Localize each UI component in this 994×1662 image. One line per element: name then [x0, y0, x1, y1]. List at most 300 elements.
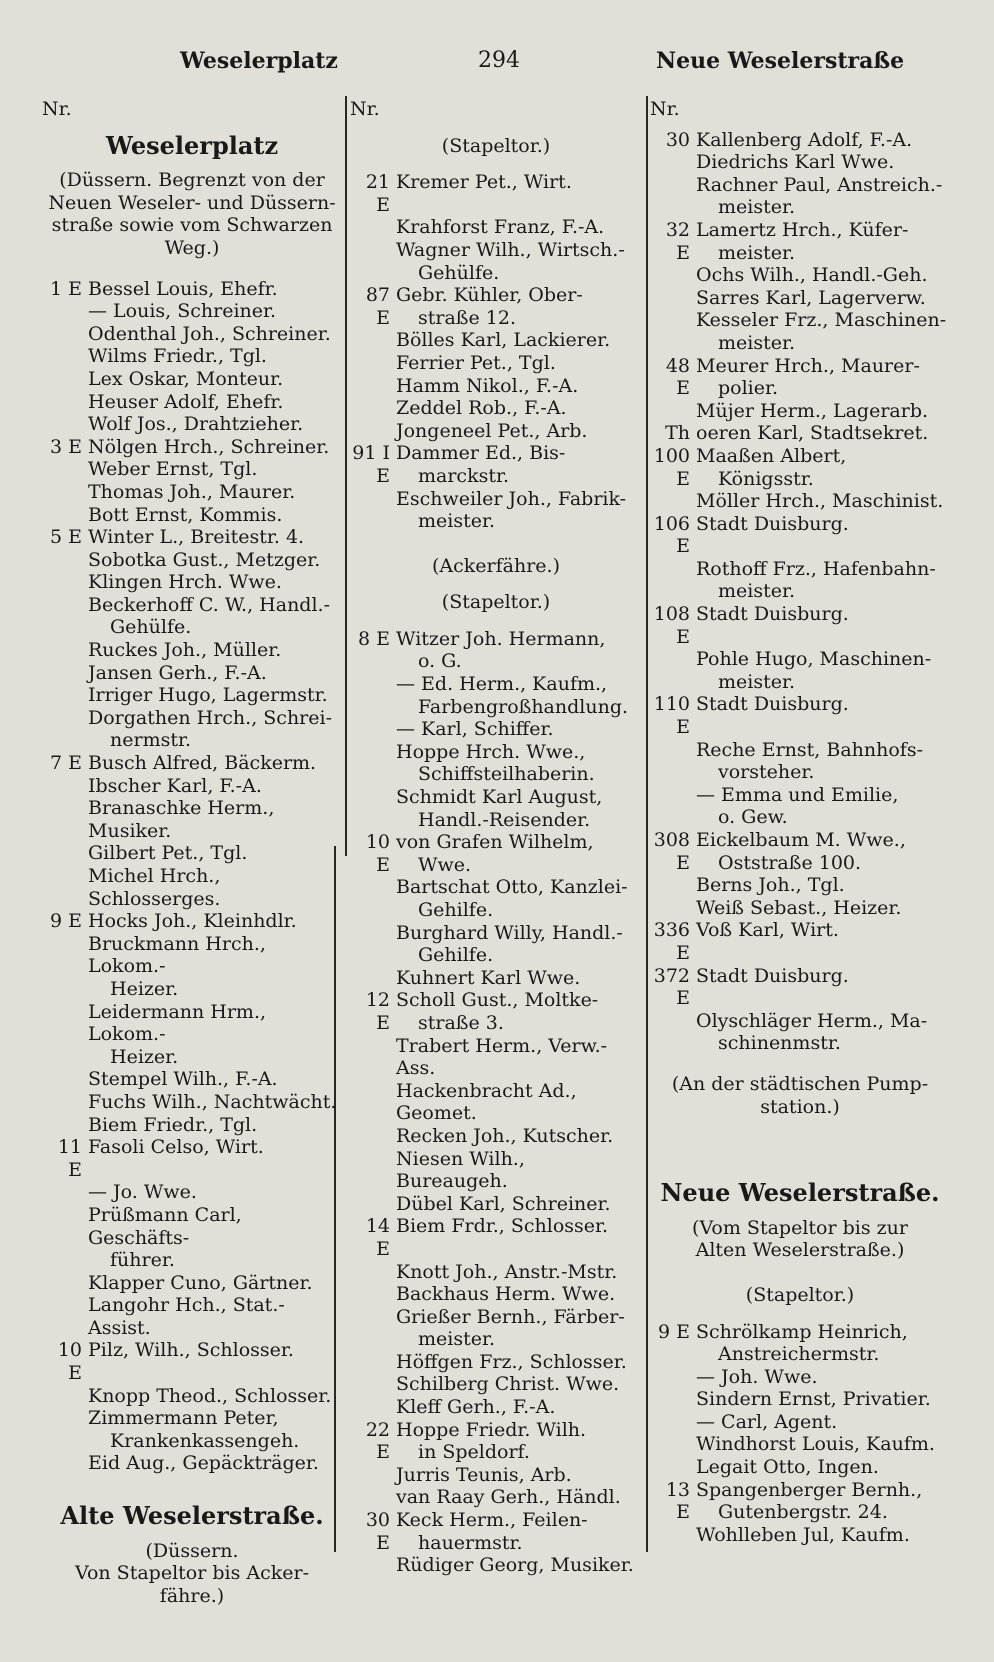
entry-text-block — [696, 287, 950, 310]
house-number — [650, 264, 696, 287]
resident-name: Müjer Herm., Lagerarb. — [696, 399, 929, 422]
resident-name: Dorgathen Hrch., Schrei- — [88, 706, 333, 729]
resident-name: Berns Joh., Tgl. — [696, 874, 845, 897]
directory-entry — [650, 490, 950, 513]
resident-name: Keck Herm., Feilen- — [396, 1509, 588, 1532]
entry-continuation: Wwe. — [418, 853, 472, 876]
directory-entry — [650, 513, 950, 558]
directory-entry — [650, 1366, 950, 1389]
entry-continuation: Schiffsteilhaberin. — [418, 763, 595, 786]
resident-name: Kleff Gerh., F.-A. — [396, 1396, 556, 1419]
entry-text-block — [88, 1204, 342, 1272]
entry-text-block — [396, 786, 642, 831]
entry-continuation: Heizer. — [110, 977, 179, 1000]
house-number — [42, 865, 88, 910]
directory-entry — [42, 1452, 342, 1475]
resident-name: Stadt Duisburg. — [696, 964, 849, 987]
house-number — [42, 1181, 88, 1204]
house-number — [42, 594, 88, 639]
resident-name: Nölgen Hrch., Schreiner. — [88, 435, 330, 458]
resident-name: Bruckmann Hrch., Lokom.- — [88, 932, 266, 978]
house-number: 22 E — [365, 1418, 390, 1464]
directory-entry — [350, 1351, 642, 1374]
directory-entry — [42, 391, 342, 414]
directory-entry — [650, 784, 950, 829]
house-number — [42, 797, 88, 842]
resident-name: Biem Frdr., Schlosser. — [396, 1215, 609, 1238]
resident-name: oeren Karl, Stadtsekret. — [696, 422, 929, 445]
entry-text-block — [88, 639, 342, 662]
entry-list — [350, 171, 642, 533]
house-number: 1 E — [50, 277, 82, 300]
entry-text-block — [88, 481, 342, 504]
directory-entry — [650, 1388, 950, 1411]
directory-entry — [350, 1283, 642, 1306]
entry-text-block — [88, 391, 342, 414]
house-number — [650, 1433, 696, 1456]
directory-entry — [350, 673, 642, 718]
directory-entry — [42, 1068, 342, 1091]
house-number — [42, 323, 88, 346]
entry-text-block — [88, 1136, 342, 1181]
house-number: 110 E — [653, 693, 690, 739]
entry-text-block — [88, 413, 342, 436]
entry-continuation: Heizer. — [110, 1045, 179, 1068]
entry-text-block — [696, 1456, 950, 1479]
house-number — [42, 481, 88, 504]
house-number — [350, 1464, 396, 1487]
house-number — [350, 673, 396, 718]
directory-entry — [650, 174, 950, 219]
resident-name: Thomas Joh., Maurer. — [88, 480, 296, 503]
directory-entry — [350, 1035, 642, 1080]
resident-name: Wolf Jos., Drahtzieher. — [88, 413, 304, 436]
entry-text-block — [396, 1035, 642, 1080]
resident-name: Zimmermann Peter, — [88, 1407, 279, 1430]
resident-name: — Louis, Schreiner. — [88, 300, 277, 323]
entry-text-block — [88, 1068, 342, 1091]
resident-name: Kallenberg Adolf, F.-A. — [696, 128, 913, 151]
resident-name: Möller Hrch., Maschinist. — [696, 490, 944, 513]
entry-text-block — [88, 707, 342, 752]
directory-entry — [350, 1148, 642, 1193]
desc-line: (Düssern. — [145, 1539, 239, 1562]
entry-text-block — [88, 436, 342, 459]
entry-text-block — [396, 284, 642, 329]
resident-name: Fasoli Celso, Wirt. — [88, 1136, 264, 1159]
entry-text-block — [88, 684, 342, 707]
house-number: 32 E — [665, 218, 690, 264]
directory-entry — [650, 1433, 950, 1456]
entry-text-block — [696, 1321, 950, 1366]
entry-text-block — [696, 1524, 950, 1547]
resident-name: Kremer Pet., Wirt. — [396, 171, 572, 194]
house-number — [650, 874, 696, 897]
house-number — [350, 352, 396, 375]
entry-text-block — [88, 752, 342, 775]
entry-text-block — [696, 129, 950, 152]
entry-continuation: Gehilfe. — [418, 899, 494, 921]
directory-entry — [350, 488, 642, 533]
entry-continuation: Oststraße 100. — [718, 851, 862, 874]
resident-name: Wohlleben Jul, Kaufm. — [696, 1523, 910, 1546]
house-number — [350, 1080, 396, 1125]
house-number — [42, 842, 88, 865]
entry-text-block — [696, 151, 950, 174]
entry-text-block — [88, 1001, 342, 1069]
entry-continuation: Gehülfe. — [110, 616, 192, 639]
resident-name: Spangenberger Bernh., — [696, 1478, 923, 1501]
entry-continuation: meister. — [718, 196, 796, 219]
house-number — [650, 784, 696, 829]
house-number — [42, 684, 88, 707]
resident-name: Windhorst Louis, Kaufm. — [696, 1433, 935, 1456]
house-number — [42, 391, 88, 414]
entry-text-block — [696, 445, 950, 490]
resident-name: Lex Oskar, Monteur. — [88, 367, 284, 390]
house-number — [650, 174, 696, 219]
resident-name: Jurris Teunis, Arb. — [396, 1463, 572, 1486]
column-1 — [42, 98, 342, 1607]
resident-name: Maaßen Albert, — [696, 444, 847, 467]
entry-text-block — [696, 1411, 950, 1434]
entry-text-block — [396, 967, 642, 990]
house-number — [42, 933, 88, 1001]
entry-text-block — [88, 1114, 342, 1137]
entry-continuation: meister. — [418, 510, 496, 533]
house-number — [42, 1001, 88, 1069]
house-number — [650, 1456, 696, 1479]
resident-name: Kuhnert Karl Wwe. — [396, 966, 581, 989]
entry-text-block — [396, 741, 642, 786]
resident-name: Witzer Joh. Hermann, — [396, 627, 606, 650]
house-number — [650, 648, 696, 693]
directory-entry — [650, 1524, 950, 1547]
directory-entry — [42, 1294, 342, 1339]
entry-continuation: polier. — [718, 377, 779, 400]
house-number: 30 E — [365, 1509, 390, 1554]
house-number: 7 E — [50, 752, 82, 775]
house-number — [42, 571, 88, 594]
directory-entry — [650, 1456, 950, 1479]
entry-text-block — [88, 797, 342, 842]
resident-name: Jongeneel Pet., Arb. — [396, 419, 588, 442]
directory-entry — [650, 1411, 950, 1434]
resident-name: Hoppe Hrch. Wwe., — [396, 740, 586, 763]
entry-text-block — [696, 174, 950, 219]
house-number — [350, 1261, 396, 1284]
entry-list — [650, 129, 950, 1055]
entry-continuation: meister. — [718, 331, 796, 354]
entry-continuation: straße 3. — [418, 1011, 504, 1034]
directory-entry — [42, 1091, 342, 1114]
directory-entry — [42, 933, 342, 1001]
entry-text-block — [696, 422, 950, 445]
directory-entry — [42, 1204, 342, 1272]
section-label: (Stapeltor.) — [441, 134, 551, 157]
entry-text-block — [88, 910, 342, 933]
entry-text-block — [396, 1373, 642, 1396]
entry-text-block — [88, 1339, 342, 1384]
entry-text-block — [696, 919, 950, 964]
desc-line: Von Stapeltor bis Acker- — [74, 1562, 309, 1585]
directory-entry — [650, 400, 950, 423]
note-line: station.) — [760, 1095, 840, 1118]
entry-text-block — [88, 594, 342, 639]
house-number — [350, 1035, 396, 1080]
resident-name: Fuchs Wilh., Nachtwächt. — [88, 1090, 337, 1113]
directory-entry — [350, 1486, 642, 1509]
entry-text-block — [88, 775, 342, 798]
resident-name: van Raay Gerh., Händl. — [396, 1486, 621, 1509]
resident-name: Ruckes Joh., Müller. — [88, 639, 282, 662]
house-number — [350, 329, 396, 352]
entry-text-block — [696, 513, 950, 558]
directory-entry — [42, 1407, 342, 1452]
directory-entry — [350, 876, 642, 921]
entry-text-block — [696, 784, 950, 829]
house-number — [350, 1193, 396, 1216]
directory-entry — [650, 558, 950, 603]
entry-text-block — [396, 831, 642, 876]
entry-text-block — [88, 549, 342, 572]
entry-text-block — [396, 329, 642, 352]
house-number — [42, 707, 88, 752]
resident-name: Knopp Theod., Schlosser. — [88, 1384, 332, 1407]
entry-list — [650, 1321, 950, 1547]
house-number — [350, 1396, 396, 1419]
resident-name: Backhaus Herm. Wwe. — [396, 1283, 616, 1306]
entry-text-block — [696, 1010, 950, 1055]
house-number — [42, 549, 88, 572]
resident-name: Diedrichs Karl Wwe. — [696, 151, 895, 174]
house-number — [42, 345, 88, 368]
directory-entry — [350, 171, 642, 216]
house-number — [42, 1204, 88, 1272]
entry-text-block — [396, 1509, 642, 1554]
resident-name: Bartschat Otto, Kanzlei- — [396, 876, 628, 899]
entry-continuation: vorsteher. — [718, 761, 815, 784]
directory-entry — [350, 1509, 642, 1554]
directory-entry — [42, 707, 342, 752]
resident-name: Dübel Karl, Schreiner. — [396, 1192, 611, 1215]
resident-name: Schmidt Karl August, — [396, 786, 603, 809]
entry-text-block — [696, 648, 950, 693]
resident-name: Dammer Ed., Bis- — [396, 442, 566, 465]
entry-text-block — [696, 1479, 950, 1524]
resident-name: Trabert Herm., Verw.-Ass. — [396, 1034, 608, 1080]
house-number: 336 E — [653, 919, 690, 964]
directory-entry — [350, 1261, 642, 1284]
entry-text-block — [88, 300, 342, 323]
entry-text-block — [88, 1407, 342, 1452]
house-number: 3 E — [50, 435, 82, 458]
directory-entry — [42, 797, 342, 842]
resident-name: Ochs Wilh., Handl.-Geh. — [696, 264, 928, 287]
entry-text-block — [396, 1351, 642, 1374]
entry-continuation: meister. — [718, 241, 796, 264]
house-number: 106 E — [653, 512, 690, 558]
resident-name: Bessel Louis, Ehefr. — [88, 277, 278, 300]
directory-entry — [650, 1479, 950, 1524]
resident-name: Hackenbracht Ad., Geomet. — [396, 1079, 577, 1125]
desc-line: Weg.) — [164, 236, 220, 259]
house-number — [350, 1351, 396, 1374]
resident-name: Gilbert Pet., Tgl. — [88, 842, 248, 865]
directory-entry — [650, 965, 950, 1010]
house-number: 30 — [665, 128, 690, 151]
spacer — [650, 1118, 950, 1168]
entry-text-block — [396, 1464, 642, 1487]
resident-name: Bölles Karl, Lackierer. — [396, 329, 611, 352]
entry-continuation: Gutenbergstr. 24. — [718, 1501, 888, 1524]
house-number — [42, 504, 88, 527]
resident-name: Wagner Wilh., Wirtsch.- — [396, 238, 625, 261]
resident-name: Reche Ernst, Bahnhofs- — [696, 738, 924, 761]
directory-entry — [42, 345, 342, 368]
resident-name: Ibscher Karl, F.-A. — [88, 774, 262, 797]
house-number — [42, 368, 88, 391]
house-number — [350, 786, 396, 831]
house-number: 91 I E — [352, 442, 390, 487]
resident-name: Klingen Hrch. Wwe. — [88, 571, 282, 594]
directory-entry — [350, 1554, 642, 1577]
house-number — [650, 1010, 696, 1055]
house-number — [42, 1385, 88, 1408]
house-number: 12 E — [365, 989, 390, 1034]
directory-entry — [42, 842, 342, 865]
entry-continuation: führer. — [110, 1249, 175, 1272]
directory-entry — [42, 436, 342, 459]
entry-text-block — [696, 490, 950, 513]
entry-continuation: Anstreichermstr. — [718, 1343, 880, 1366]
resident-name: Scholl Gust., Moltke- — [396, 989, 599, 1012]
entry-list — [350, 628, 642, 1577]
house-number: 10 E — [365, 831, 390, 876]
house-number — [650, 309, 696, 354]
entry-continuation: Farbengroßhandlung. — [418, 695, 629, 718]
directory-entry — [650, 1321, 950, 1366]
directory-entry — [650, 355, 950, 400]
directory-entry — [650, 151, 950, 174]
resident-name: Hamm Nikol., F.-A. — [396, 374, 579, 397]
resident-name: Burghard Willy, Handl.- — [396, 921, 623, 944]
directory-entry — [350, 831, 642, 876]
directory-entry — [350, 1193, 642, 1216]
resident-name: Höffgen Frz., Schlosser. — [396, 1350, 627, 1373]
column-divider-2 — [646, 96, 648, 1552]
directory-entry — [42, 526, 342, 549]
house-number — [350, 922, 396, 967]
entry-text-block — [396, 1215, 642, 1260]
house-number: 308 E — [653, 829, 690, 874]
resident-name: Weber Ernst, Tgl. — [88, 458, 258, 481]
directory-entry — [42, 1181, 342, 1204]
entry-text-block — [88, 345, 342, 368]
entry-text-block — [696, 739, 950, 784]
section-label: (Ackerfähre.) — [432, 554, 560, 577]
house-number — [350, 375, 396, 398]
house-number — [350, 741, 396, 786]
house-number: 11 E — [57, 1136, 82, 1181]
nr-label: Nr. — [42, 98, 72, 120]
directory-entry — [350, 628, 642, 673]
entry-list — [42, 278, 342, 1475]
entry-text-block — [696, 693, 950, 738]
resident-name: Beckerhoff C. W., Handl.- — [88, 593, 330, 616]
resident-name: Knott Joh., Anstr.-Mstr. — [396, 1260, 618, 1283]
entry-text-block — [88, 933, 342, 1001]
directory-entry — [350, 420, 642, 443]
entry-text-block — [396, 922, 642, 967]
entry-text-block — [396, 876, 642, 921]
entry-text-block — [696, 219, 950, 264]
directory-entry — [42, 458, 342, 481]
entry-continuation: o. Gew. — [718, 806, 788, 829]
entry-text-block — [396, 1148, 642, 1193]
house-number: 10 E — [57, 1339, 82, 1385]
directory-entry — [650, 603, 950, 648]
directory-entry — [42, 571, 342, 594]
resident-name: — Carl, Agent. — [696, 1410, 838, 1433]
spacer — [650, 1055, 950, 1073]
entry-text-block — [696, 1388, 950, 1411]
entry-text-block — [88, 368, 342, 391]
directory-entry — [650, 648, 950, 693]
resident-name: Stadt Duisburg. — [696, 603, 849, 626]
house-number — [650, 1524, 696, 1547]
directory-entry — [42, 300, 342, 323]
resident-name: Stempel Wilh., F.-A. — [88, 1068, 278, 1091]
section-label: (Stapeltor.) — [745, 1283, 855, 1306]
entry-text-block — [396, 216, 642, 239]
directory-entry — [350, 1419, 642, 1464]
column-divider-1 — [345, 96, 347, 856]
resident-name: Klapper Cuno, Gärtner. — [88, 1271, 313, 1294]
house-number — [650, 558, 696, 603]
entry-text-block — [396, 1261, 642, 1284]
house-number — [650, 1411, 696, 1434]
resident-name: Kesseler Frz., Maschinen- — [696, 309, 947, 332]
directory-entry — [350, 1080, 642, 1125]
entry-text-block — [696, 829, 950, 874]
page-header — [0, 44, 994, 84]
entry-text-block — [396, 352, 642, 375]
entry-text-block — [696, 1433, 950, 1456]
entry-text-block — [88, 1452, 342, 1475]
house-number: 13 E — [665, 1478, 690, 1524]
entry-text-block — [396, 239, 642, 284]
entry-continuation: Gehilfe. — [418, 944, 494, 967]
directory-entry — [42, 752, 342, 775]
entry-continuation: meister. — [718, 580, 796, 603]
entry-text-block — [88, 842, 342, 865]
entry-text-block — [396, 1193, 642, 1216]
house-number — [42, 1114, 88, 1137]
entry-text-block — [396, 628, 642, 673]
directory-entry — [42, 1114, 342, 1137]
entry-text-block — [88, 504, 342, 527]
entry-text-block — [396, 1306, 642, 1351]
entry-text-block — [396, 989, 642, 1034]
directory-entry — [350, 352, 642, 375]
resident-name: Irriger Hugo, Lagermstr. — [88, 684, 328, 707]
entry-text-block — [696, 558, 950, 603]
house-number — [42, 662, 88, 685]
directory-entry — [42, 910, 342, 933]
house-number — [350, 488, 396, 533]
directory-entry — [42, 504, 342, 527]
